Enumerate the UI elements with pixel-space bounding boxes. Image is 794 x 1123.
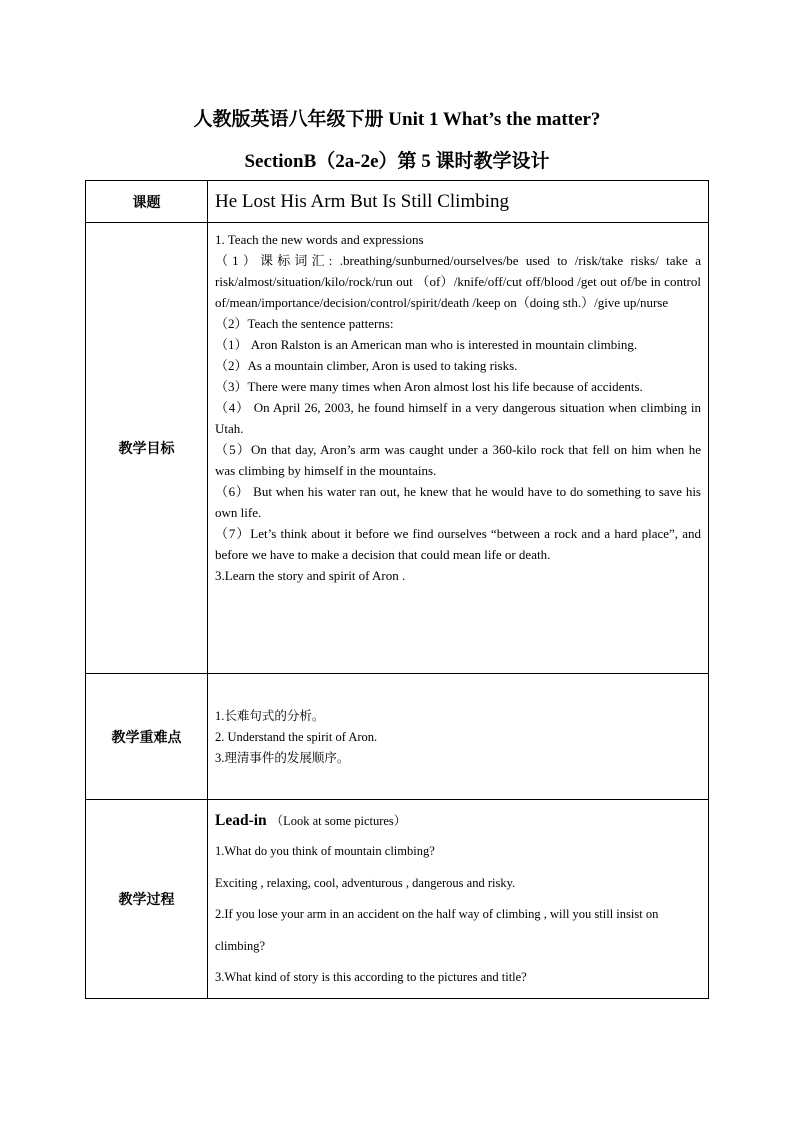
difficulties-label: 教学重难点 — [86, 674, 208, 800]
goal-line: （1） Aron Ralston is an American man who is interested in mountain climbing. — [215, 337, 638, 352]
process-content — [208, 800, 709, 999]
goal-line: （5）On that day, Aron’s arm was caught under a 360-kilo rock that fell on him when he was climbing by himself in the mountains. — [215, 442, 701, 478]
goal-line: 1. Teach the new words and expressions — [215, 232, 424, 247]
difficulty-line: 3.理清事件的发展顺序。 — [215, 751, 350, 765]
topic-content: He Lost His Arm But Is Still Climbing — [208, 181, 709, 223]
leadin-heading — [215, 806, 701, 836]
goal-line: （4） On April 26, 2003, he found himself in a very dangerous situation when climbing in Utah. — [215, 400, 701, 436]
difficulty-line: 1.长难句式的分析。 — [215, 709, 325, 723]
difficulties-row — [86, 674, 709, 800]
topic-label: 课题 — [86, 181, 208, 223]
leadin-title: Lead-in — [215, 812, 267, 829]
topic-row — [86, 181, 709, 223]
process-row — [86, 800, 709, 999]
goals-content — [208, 223, 709, 674]
process-line: Exciting , relaxing, cool, adventurous , dangerous and risky. — [215, 875, 516, 890]
document-title: 人教版英语八年级下册 Unit 1 What’s the matter? — [193, 109, 601, 130]
process-label: 教学过程 — [86, 800, 208, 999]
difficulties-content — [208, 674, 709, 800]
goal-line: 3.Learn the story and spirit of Aron . — [215, 568, 406, 583]
goal-line: （2）As a mountain climber, Aron is used to taking risks. — [215, 358, 518, 373]
goals-label: 教学目标 — [86, 223, 208, 674]
goals-row — [86, 223, 709, 674]
goal-line: （6） But when his water ran out, he knew that he would have to do something to save his own life. — [215, 484, 701, 520]
goal-line: （1）课标词汇: .breathing/sunburned/ourselves/be used to /risk/take risks/ take a risk/almost/situation/kilo/rock/run out （of）/knife/off/cut off/blood /get out of/be in control of/mean/importance/decision/control/spirit/death /keep on（doing sth.）/give up/nurse — [215, 253, 701, 310]
goal-line: （2）Teach the sentence patterns: — [215, 316, 394, 331]
process-line: 1.What do you think of mountain climbing? — [215, 844, 435, 858]
goal-line: （7）Let’s think about it before we find ourselves “between a rock and a hard place”, and before we have to make a decision that could mean life or death. — [215, 526, 701, 562]
document-subtitle: SectionB（2a-2e）第 5 课时教学设计 — [244, 151, 550, 172]
process-line: 3.What kind of story is this according to the pictures and title? — [215, 970, 527, 984]
goal-line: （3）There were many times when Aron almost lost his life because of accidents. — [215, 379, 643, 394]
lesson-plan-table — [85, 180, 709, 999]
difficulty-line: 2. Understand the spirit of Aron. — [215, 730, 378, 744]
leadin-note: （Look at some pictures） — [270, 814, 407, 828]
process-line: 2.If you lose your arm in an accident on the half way of climbing , will you still insist on climbing? — [215, 907, 659, 953]
